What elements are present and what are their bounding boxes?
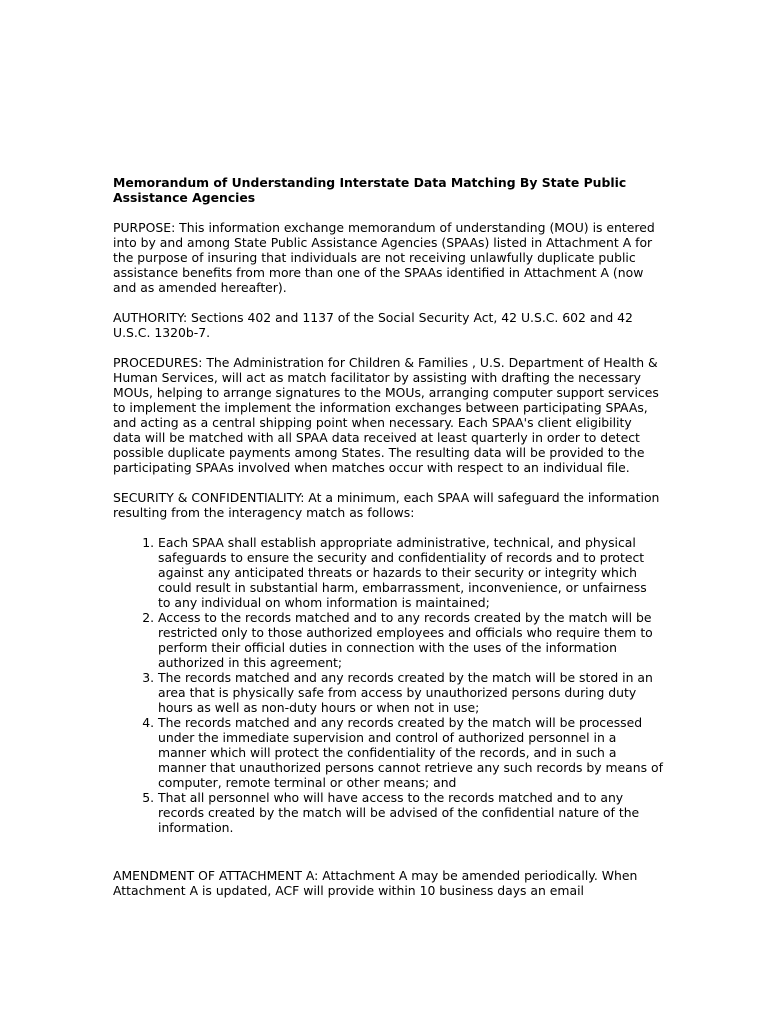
procedures-paragraph: PROCEDURES: The Administration for Children & Families , U.S. Department of Health & Human Services, will act as match facilitator by assisting with drafting the necessary MOUs, helping to arrange signatures to the MOUs, arranging computer support services to implement the implement the information exchanges between participating SPAAs, and acting as a central shipping point when necessary. Each SPAA's client eligibility data will be matched with all SPAA data received at least quarterly in order to detect possible duplicate payments among States. The resulting data will be provided to the participating SPAAs involved when matches occur with respect to an individual file. (113, 355, 659, 475)
security-safeguards-list (113, 535, 663, 835)
list-item: 3. The records matched and any records created by the match will be stored in an area that is physically safe from access by unauthorized persons during duty hours as well as non-duty hours or when not in use; (158, 670, 663, 715)
list-item: 5. That all personnel who will have access to the records matched and to any records created by the match will be advised of the confidential nature of the information. (158, 790, 663, 835)
document-title: Memorandum of Understanding Interstate Data Matching By State Public Assistance Agencies (113, 175, 627, 205)
security-intro-paragraph: SECURITY & CONFIDENTIALITY: At a minimum, each SPAA will safeguard the information resulting from the interagency match as follows: (113, 490, 660, 520)
list-item: 4. The records matched and any records created by the match will be processed under the immediate supervision and control of authorized personnel in a manner which will protect the confidentiality of the records, and in such a manner that unauthorized persons cannot retrieve any such records by means of computer, remote terminal or other means; and (158, 715, 663, 790)
section-spacer (113, 835, 663, 868)
purpose-paragraph: PURPOSE: This information exchange memorandum of understanding (MOU) is entered into by and among State Public Assistance Agencies (SPAAs) listed in Attachment A for the purpose of insuring that individuals are not receiving unlawfully duplicate public assistance benefits from more than one of the SPAAs identified in Attachment A (now and as amended hereafter). (113, 220, 655, 295)
list-item: 2. Access to the records matched and to any records created by the match will be restricted only to those authorized employees and officials who require them to perform their official duties in connection with the uses of the information authorized in this agreement; (158, 610, 663, 670)
authority-paragraph: AUTHORITY: Sections 402 and 1137 of the Social Security Act, 42 U.S.C. 602 and 42 U.S.C. 1320b-7. (113, 310, 633, 340)
document-page (113, 175, 663, 913)
list-item: 1. Each SPAA shall establish appropriate administrative, technical, and physical safeguards to ensure the security and confidentiality of records and to protect against any anticipated threats or hazards to their security or integrity which could result in substantial harm, embarrassment, inconvenience, or unfairness to any individual on whom information is maintained; (158, 535, 663, 610)
amendment-paragraph: AMENDMENT OF ATTACHMENT A: Attachment A may be amended periodically. When Attachment A is updated, ACF will provide within 10 business days an email (113, 868, 638, 898)
